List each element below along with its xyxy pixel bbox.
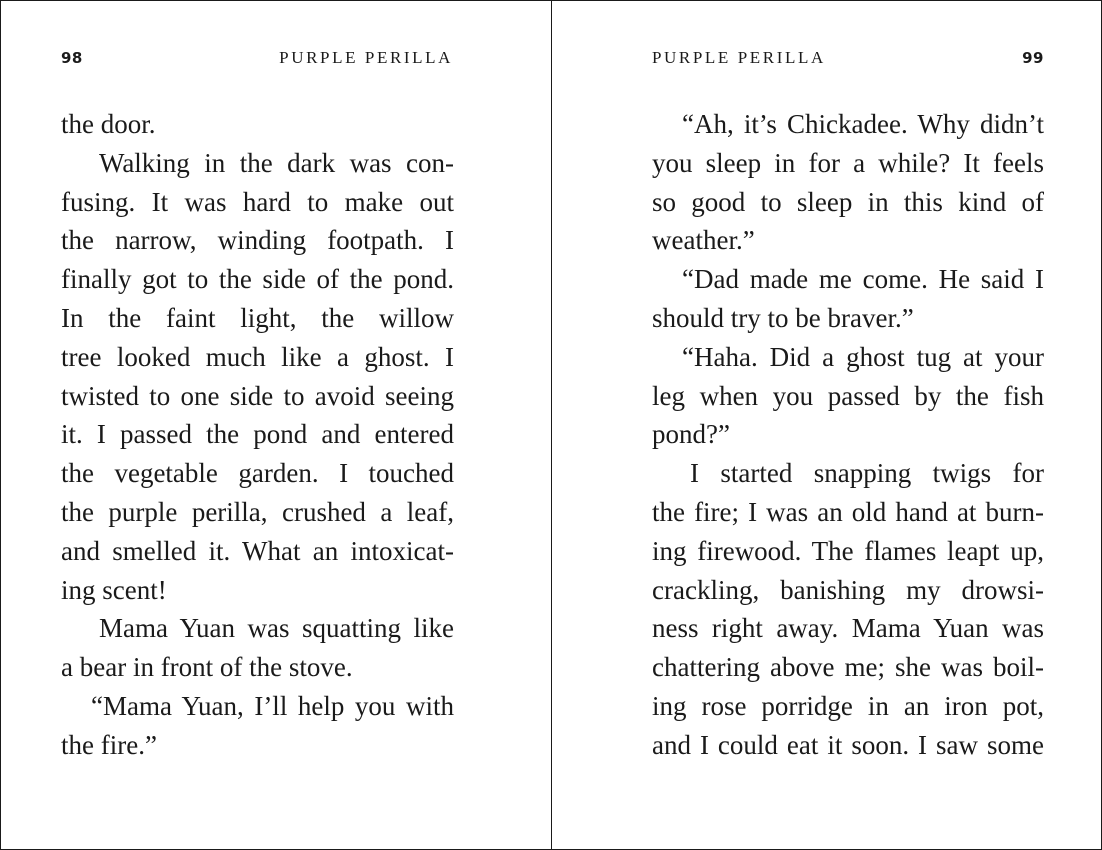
text-line: should try to be braver.”: [652, 302, 914, 333]
text-line: the purple perilla, crushed a leaf,: [61, 496, 454, 527]
text-line: the narrow, winding footpath. I: [61, 225, 454, 256]
text-line: “Mama Yuan, I’ll help you with: [91, 690, 454, 721]
body-text: [652, 105, 1044, 765]
text-line: ing scent!: [61, 574, 167, 605]
text-line: weather.”: [652, 225, 755, 256]
text-line: the vegetable garden. I touched: [61, 458, 454, 489]
text-line: crackling, banishing my drowsi-: [652, 574, 1044, 605]
body-text: [61, 105, 454, 765]
text-line: and smelled it. What an intoxicat-: [61, 535, 454, 566]
text-line: ness right away. Mama Yuan was: [652, 613, 1044, 644]
text-line: the fire.”: [61, 729, 157, 760]
text-line: In the faint light, the willow: [61, 302, 454, 333]
page-number: 99: [1022, 49, 1044, 67]
text-line: Walking in the dark was con-: [99, 147, 454, 178]
text-line: the door.: [61, 109, 156, 139]
right-page: [552, 1, 1102, 849]
text-line: “Dad made me come. He said I: [682, 264, 1044, 295]
text-line: it. I passed the pond and entered: [61, 419, 454, 450]
text-line: “Haha. Did a ghost tug at your: [682, 341, 1044, 372]
running-head: PURPLE PERILLA: [279, 48, 453, 67]
text-line: tree looked much like a ghost. I: [61, 341, 454, 372]
text-line: so good to sleep in this kind of: [652, 186, 1044, 217]
text-line: chattering above me; she was boil-: [652, 652, 1044, 683]
text-line: pond?”: [652, 419, 730, 450]
text-line: and I could eat it soon. I saw some: [652, 729, 1044, 760]
text-line: the fire; I was an old hand at burn-: [652, 496, 1044, 527]
text-line: ing rose porridge in an iron pot,: [652, 690, 1044, 721]
text-line: Mama Yuan was squatting like: [99, 613, 454, 644]
left-page: [1, 1, 551, 849]
text-line: ing firewood. The flames leapt up,: [652, 535, 1044, 566]
text-line: “Ah, it’s Chickadee. Why didn’t: [682, 109, 1044, 139]
text-line: I started snapping twigs for: [690, 458, 1044, 489]
page-number: 98: [61, 49, 83, 67]
text-line: you sleep in for a while? It feels: [652, 147, 1044, 178]
text-line: leg when you passed by the fish: [652, 380, 1044, 411]
text-line: fusing. It was hard to make out: [61, 186, 454, 217]
text-line: twisted to one side to avoid seeing: [61, 380, 454, 411]
text-line: a bear in front of the stove.: [61, 652, 353, 683]
text-line: finally got to the side of the pond.: [61, 264, 454, 295]
running-head: PURPLE PERILLA: [652, 48, 826, 67]
